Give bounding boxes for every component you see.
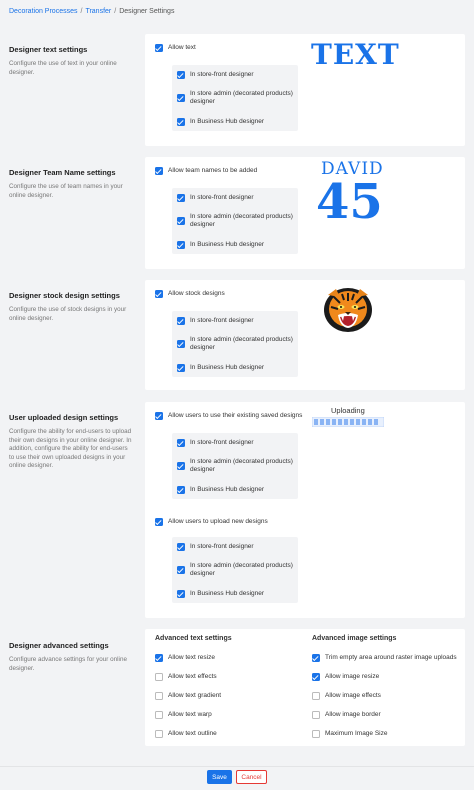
- team-hub-checkbox[interactable]: [177, 241, 264, 249]
- text-storefront-checkbox[interactable]: [177, 71, 254, 79]
- checkbox-checked-icon[interactable]: [177, 71, 185, 79]
- checkbox-checked-icon[interactable]: [177, 94, 185, 102]
- checkbox-checked-icon[interactable]: [312, 673, 320, 681]
- team-name-preview: DAVID: [321, 159, 384, 179]
- upload-progress-icon: [312, 417, 384, 427]
- checkbox-label: Allow text effects: [168, 673, 217, 680]
- checkbox-checked-icon[interactable]: [155, 290, 163, 298]
- section-title: Designer text settings: [9, 45, 88, 54]
- upload-admin-checkbox[interactable]: [177, 562, 295, 578]
- advanced-settings-info: [9, 641, 134, 673]
- checkbox-checked-icon[interactable]: [177, 486, 185, 494]
- allow-stock-designs-checkbox[interactable]: [155, 290, 225, 298]
- checkbox-checked-icon[interactable]: [155, 167, 163, 175]
- checkbox-checked-icon[interactable]: [177, 543, 185, 551]
- checkbox-unchecked-icon[interactable]: [155, 673, 163, 681]
- checkbox-checked-icon[interactable]: [155, 412, 163, 420]
- allow-text-gradient-checkbox[interactable]: [155, 692, 221, 700]
- tiger-design-icon: [322, 285, 374, 333]
- checkbox-label: In store admin (decorated products) designer: [190, 213, 293, 228]
- breadcrumb-link-transfer[interactable]: Transfer: [85, 8, 112, 15]
- checkbox-unchecked-icon[interactable]: [312, 730, 320, 738]
- text-settings-card: [145, 34, 465, 146]
- checkbox-label: In store admin (decorated products) designer: [190, 336, 293, 351]
- checkbox-checked-icon[interactable]: [155, 518, 163, 526]
- checkbox-label: Allow image border: [325, 711, 381, 718]
- trim-empty-area-checkbox[interactable]: [312, 654, 457, 662]
- checkbox-label: Allow team names to be added: [168, 167, 258, 174]
- section-description: Configure the ability for end-users to upload their own designs in your online designer. In addition, configure the ability for end-users to use their own uploaded designs in your online designer.: [9, 428, 132, 469]
- advanced-settings-card: [145, 629, 465, 746]
- checkbox-checked-icon[interactable]: [177, 439, 185, 447]
- advanced-image-heading: Advanced image settings: [312, 635, 397, 642]
- advanced-text-heading: Advanced text settings: [155, 635, 232, 642]
- allow-text-resize-checkbox[interactable]: [155, 654, 215, 662]
- checkbox-label: In Business Hub designer: [190, 241, 265, 248]
- checkbox-label: Allow text: [168, 44, 196, 51]
- breadcrumb: [9, 8, 174, 15]
- checkbox-label: Allow stock designs: [168, 290, 225, 297]
- checkbox-checked-icon[interactable]: [155, 44, 163, 52]
- checkbox-label: In store-front designer: [190, 439, 254, 446]
- checkbox-label: In store-front designer: [190, 71, 254, 78]
- section-title: Designer stock design settings: [9, 291, 120, 300]
- allow-existing-designs-checkbox[interactable]: [155, 412, 302, 420]
- checkbox-label: Allow image resize: [325, 673, 380, 680]
- checkbox-unchecked-icon[interactable]: [312, 711, 320, 719]
- checkbox-checked-icon[interactable]: [177, 317, 185, 325]
- breadcrumb-separator: /: [80, 8, 83, 15]
- checkbox-unchecked-icon[interactable]: [155, 711, 163, 719]
- checkbox-label: Allow text gradient: [168, 692, 222, 699]
- allow-text-warp-checkbox[interactable]: [155, 711, 212, 719]
- team-settings-info: [9, 168, 134, 200]
- text-settings-info: [9, 45, 134, 77]
- checkbox-label: Allow text resize: [168, 654, 215, 661]
- text-hub-checkbox[interactable]: [177, 118, 264, 126]
- allow-image-effects-checkbox[interactable]: [312, 692, 381, 700]
- upload-settings-info: [9, 413, 134, 471]
- checkbox-checked-icon[interactable]: [177, 340, 185, 348]
- checkbox-checked-icon[interactable]: [177, 241, 185, 249]
- allow-text-checkbox[interactable]: [155, 44, 196, 52]
- checkbox-label: In store-front designer: [190, 194, 254, 201]
- checkbox-label: Allow text outline: [168, 730, 217, 737]
- upload-new-sub-options: [172, 537, 298, 603]
- allow-text-effects-checkbox[interactable]: [155, 673, 217, 681]
- allow-image-border-checkbox[interactable]: [312, 711, 381, 719]
- stock-settings-info: [9, 291, 134, 323]
- team-settings-card: [145, 157, 465, 269]
- team-storefront-checkbox[interactable]: [177, 194, 254, 202]
- upload-storefront-checkbox[interactable]: [177, 543, 254, 551]
- existing-hub-checkbox[interactable]: [177, 486, 264, 494]
- stock-sub-options: [172, 311, 298, 377]
- checkbox-label: In store-front designer: [190, 543, 254, 550]
- cancel-button[interactable]: Cancel: [236, 770, 267, 784]
- checkbox-checked-icon[interactable]: [177, 566, 185, 574]
- section-description: Configure the use of text in your online designer.: [9, 60, 117, 76]
- checkbox-label: Allow text warp: [168, 711, 212, 718]
- section-title: Designer advanced settings: [9, 641, 109, 650]
- stock-hub-checkbox[interactable]: [177, 364, 264, 372]
- existing-designs-sub-options: [172, 433, 298, 499]
- checkbox-unchecked-icon[interactable]: [155, 692, 163, 700]
- checkbox-label: In store admin (decorated products) designer: [190, 458, 293, 473]
- checkbox-checked-icon[interactable]: [177, 364, 185, 372]
- allow-upload-new-designs-checkbox[interactable]: [155, 518, 268, 526]
- text-sub-options: [172, 65, 298, 131]
- checkbox-label: Maximum Image Size: [325, 730, 388, 737]
- checkbox-label: Allow image effects: [325, 692, 381, 699]
- allow-text-outline-checkbox[interactable]: [155, 730, 217, 738]
- breadcrumb-current: Designer Settings: [119, 8, 175, 15]
- checkbox-label: Allow users to upload new designs: [168, 518, 268, 525]
- checkbox-unchecked-icon[interactable]: [312, 692, 320, 700]
- text-admin-checkbox[interactable]: [177, 90, 295, 106]
- checkbox-checked-icon[interactable]: [177, 590, 185, 598]
- allow-image-resize-checkbox[interactable]: [312, 673, 379, 681]
- team-admin-checkbox[interactable]: [177, 213, 295, 229]
- checkbox-label: In store-front designer: [190, 317, 254, 324]
- checkbox-checked-icon[interactable]: [155, 654, 163, 662]
- section-title: User uploaded design settings: [9, 413, 119, 422]
- team-number-preview: 45: [316, 174, 383, 230]
- checkbox-checked-icon[interactable]: [177, 194, 185, 202]
- checkbox-checked-icon[interactable]: [177, 217, 185, 225]
- stock-admin-checkbox[interactable]: [177, 336, 295, 352]
- footer-divider: [0, 766, 474, 767]
- maximum-image-size-checkbox[interactable]: [312, 730, 388, 738]
- existing-storefront-checkbox[interactable]: [177, 439, 254, 447]
- upload-hub-checkbox[interactable]: [177, 590, 264, 598]
- checkbox-label: Allow users to use their existing saved designs: [168, 412, 303, 419]
- checkbox-label: In Business Hub designer: [190, 486, 265, 493]
- checkbox-label: In Business Hub designer: [190, 364, 265, 371]
- existing-admin-checkbox[interactable]: [177, 458, 295, 474]
- checkbox-label: In store admin (decorated products) designer: [190, 90, 293, 105]
- section-title: Designer Team Name settings: [9, 168, 116, 177]
- section-description: Configure advance settings for your online designer.: [9, 656, 127, 672]
- checkbox-checked-icon[interactable]: [177, 462, 185, 470]
- stock-settings-card: [145, 280, 465, 390]
- breadcrumb-link-decoration-processes[interactable]: Decoration Processes: [9, 8, 78, 15]
- checkbox-label: In Business Hub designer: [190, 590, 265, 597]
- section-description: Configure the use of team names in your online designer.: [9, 183, 123, 199]
- allow-team-names-checkbox[interactable]: [155, 167, 257, 175]
- checkbox-label: In Business Hub designer: [190, 118, 265, 125]
- checkbox-label: Trim empty area around raster image uploads: [325, 654, 457, 661]
- checkbox-checked-icon[interactable]: [177, 118, 185, 126]
- team-sub-options: [172, 188, 298, 254]
- upload-settings-card: [145, 402, 465, 618]
- uploading-label: Uploading: [331, 406, 365, 415]
- checkbox-unchecked-icon[interactable]: [155, 730, 163, 738]
- stock-storefront-checkbox[interactable]: [177, 317, 254, 325]
- text-preview: TEXT: [311, 38, 400, 71]
- breadcrumb-separator: /: [114, 8, 117, 15]
- checkbox-checked-icon[interactable]: [312, 654, 320, 662]
- save-button[interactable]: Save: [207, 770, 232, 784]
- checkbox-label: In store admin (decorated products) designer: [190, 562, 293, 577]
- section-description: Configure the use of stock designs in your online designer.: [9, 306, 127, 322]
